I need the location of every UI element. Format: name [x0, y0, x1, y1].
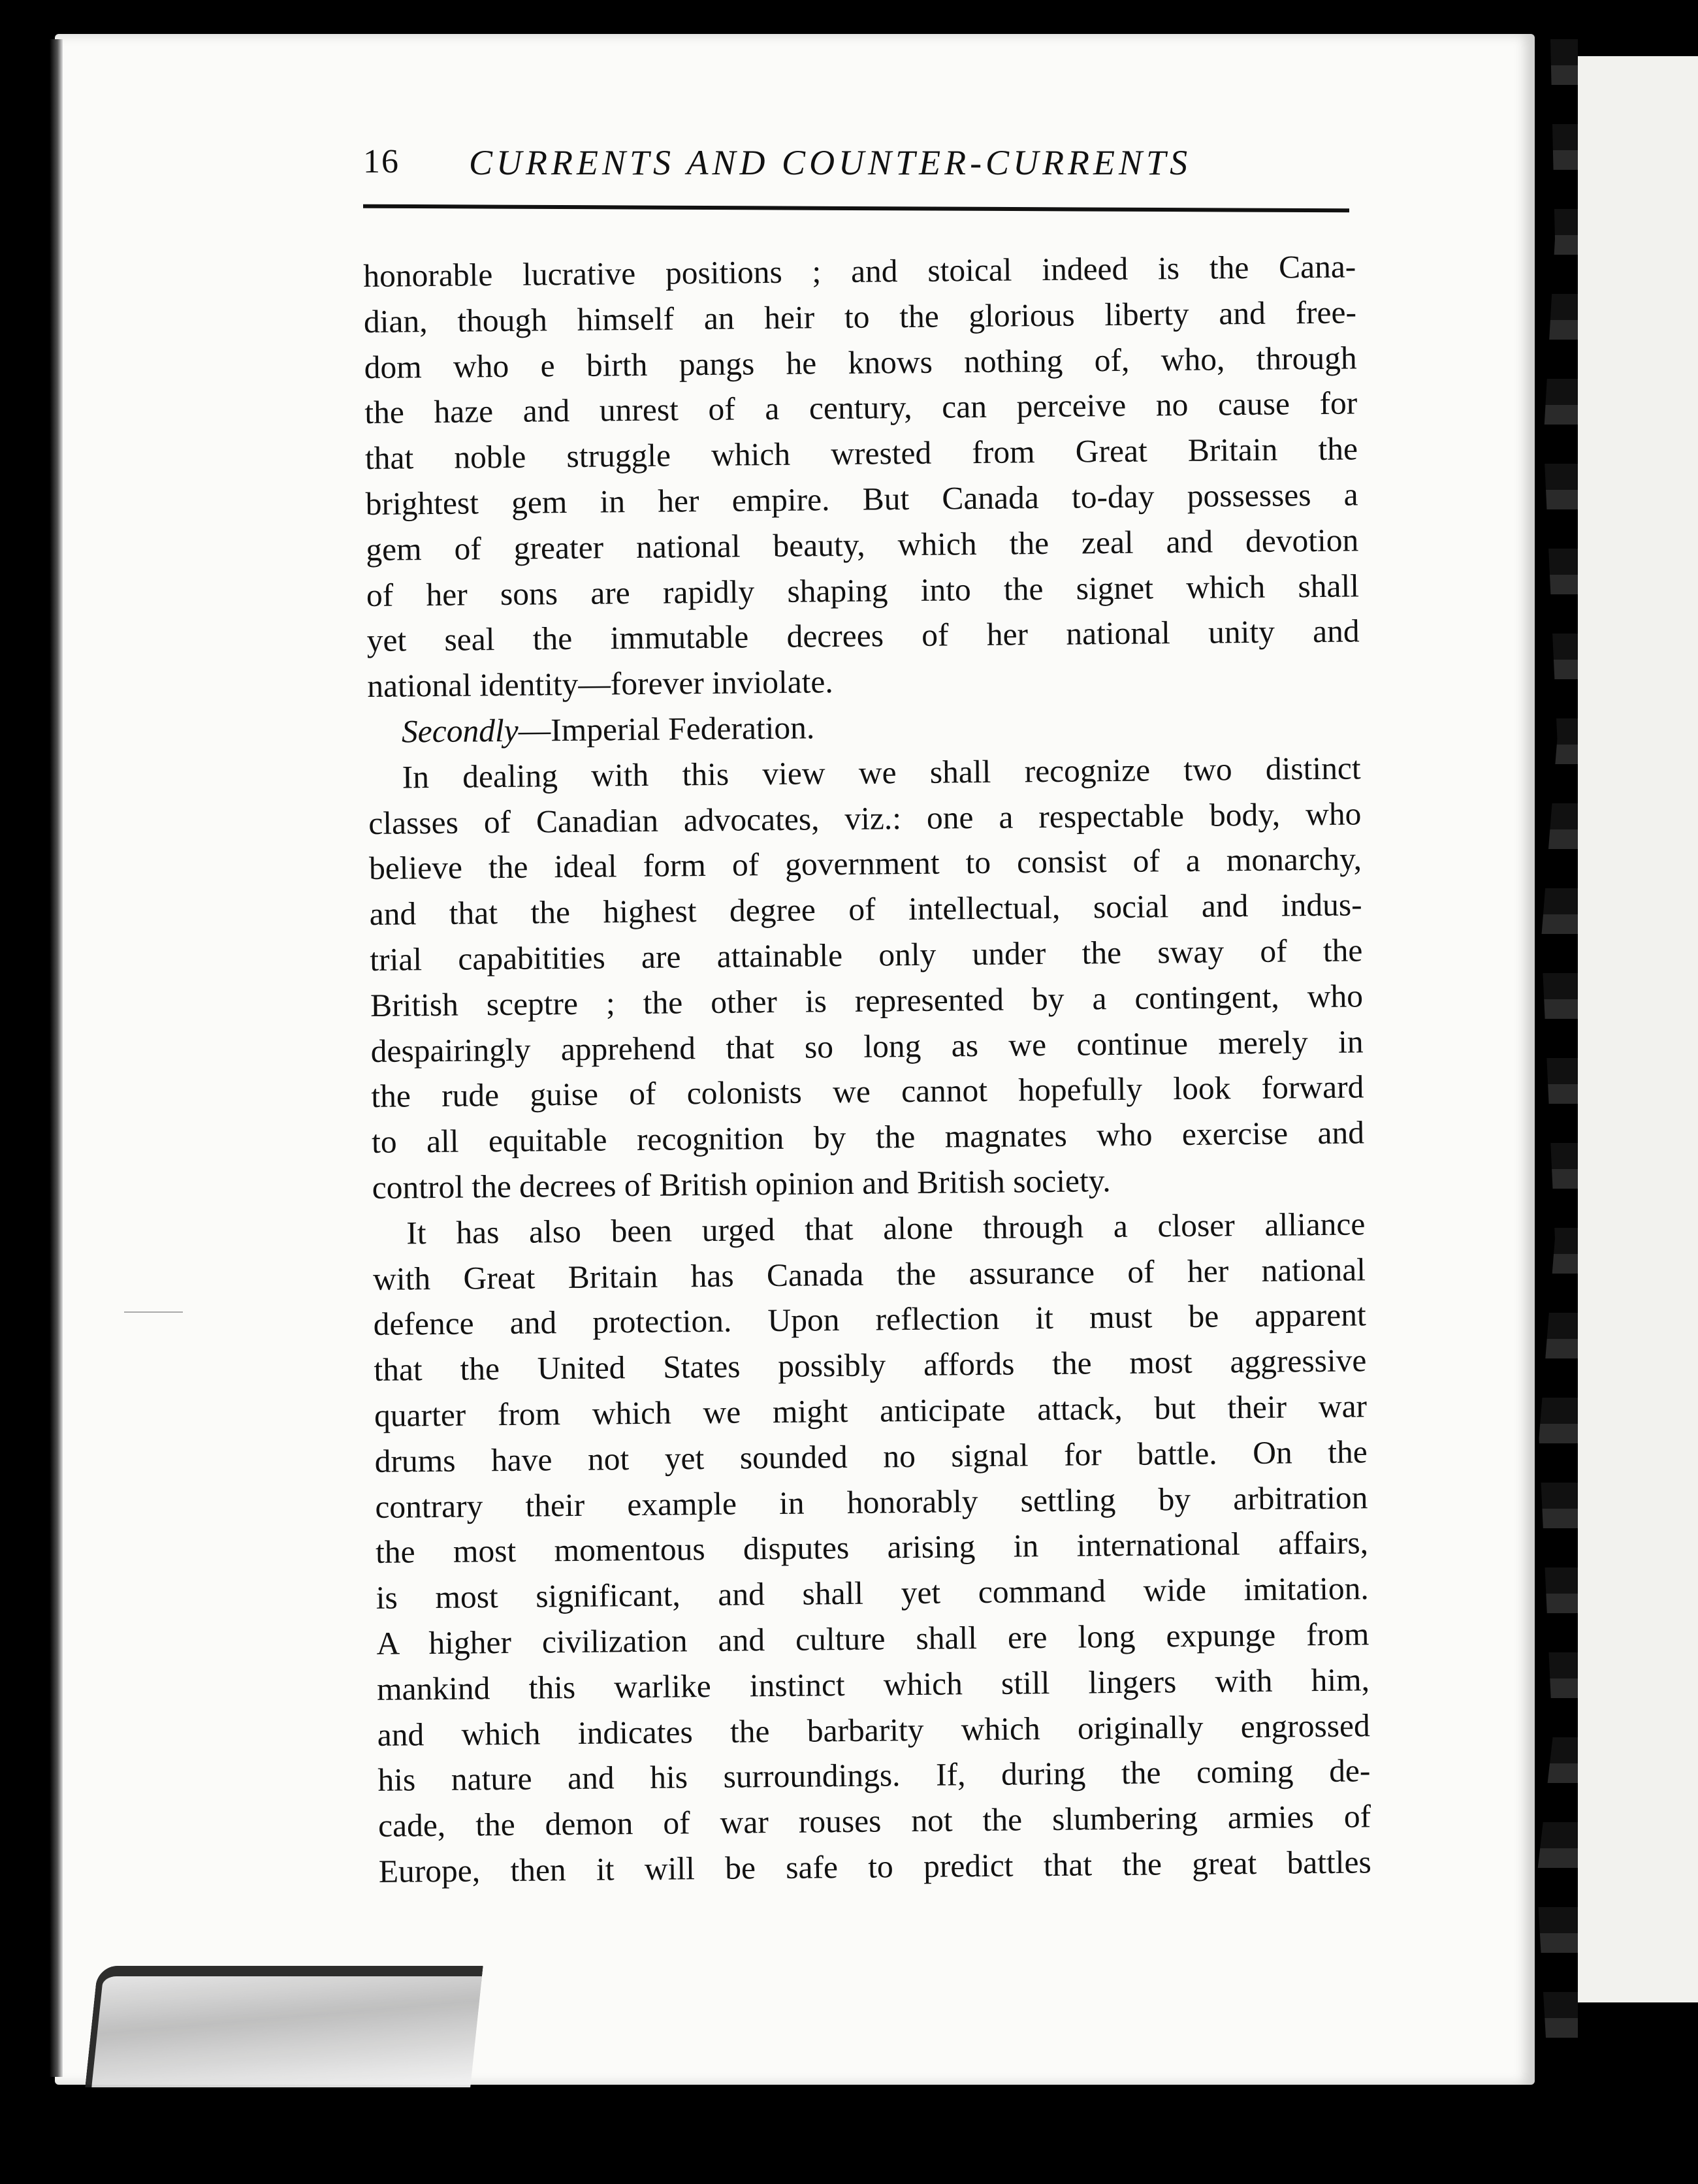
text-line: dian, though himself an heir to the glorious liberty and free-	[363, 294, 1357, 340]
text-line: In dealing with this view we shall recognize two distinct	[402, 750, 1361, 795]
text-line: despairingly apprehend that so long as we continue merely in	[370, 1023, 1364, 1069]
italic-lead: Secondly	[401, 712, 519, 750]
text-line: the rude guise of colonists we cannot hopefully look forward	[371, 1068, 1364, 1115]
text-line: contrary their example in honorably settling by arbitration	[375, 1479, 1368, 1525]
paragraph	[368, 745, 1365, 1211]
text-line: drums have not yet sounded no signal for battle. On the	[374, 1434, 1368, 1479]
text-line: that noble struggle which wrested from Great Britain the	[364, 430, 1358, 477]
text-line: honorable lucrative positions ; and stoical indeed is the Cana-	[363, 248, 1356, 294]
text-line: dom who e birth pangs he knows nothing of, who, through	[364, 339, 1357, 385]
text-line: quarter from which we might anticipate attack, but their war	[374, 1388, 1368, 1434]
facing-page-edge	[1562, 56, 1698, 2002]
text-line: A higher civilization and culture shall ere long expunge from	[376, 1616, 1370, 1662]
text-line: yet seal the immutable decrees of her national unity and	[366, 613, 1360, 659]
page-left-edge	[50, 39, 63, 2077]
running-title: CURRENTS AND COUNTER-CURRENTS	[469, 143, 1192, 182]
body-text	[363, 244, 1371, 1894]
text-line: that the United States possibly affords the most aggressive	[374, 1342, 1367, 1389]
text-line: defence and protection. Upon reflection it must be apparent	[373, 1296, 1366, 1343]
text-line: of her sons are rapidly shaping into the signet which shall	[366, 567, 1360, 613]
text-line: mankind this warlike instinct which still lingers with him,	[376, 1662, 1370, 1707]
torn-page-edge	[1532, 39, 1578, 2038]
margin-mark	[124, 1311, 183, 1313]
text-line: is most significant, and shall yet command wide imitation.	[376, 1570, 1369, 1616]
text-line: believe the ideal form of government to consist of a monarchy,	[368, 841, 1362, 887]
text-line: to all equitable recognition by the magnates who exercise and	[371, 1114, 1365, 1161]
text-line: It has also been urged that alone through a closer alliance	[406, 1206, 1366, 1251]
text-line: national identity—forever inviolate.	[367, 664, 833, 705]
text-line: cade, the demon of war rouses not the slumbering armies of	[377, 1798, 1371, 1844]
text-line: with Great Britain has Canada the assurance of her national	[372, 1251, 1366, 1297]
text-line: and that the highest degree of intellectual, social and indus-	[369, 886, 1362, 933]
scanner-glare	[85, 1966, 483, 2087]
page-header	[363, 142, 1349, 195]
heading-rest: —Imperial Federation.	[518, 709, 815, 748]
text-line: brightest gem in her empire. But Canada to-day possesses a	[365, 476, 1358, 522]
text-line: his nature and his surroundings. If, during the coming de-	[377, 1752, 1371, 1799]
text-line: control the decrees of British opinion and British society.	[372, 1163, 1111, 1206]
text-line: British sceptre ; the other is represented by a contingent, who	[370, 978, 1364, 1023]
paragraph	[372, 1201, 1371, 1894]
text-line: and which indicates the barbarity which originally engrossed	[377, 1707, 1370, 1753]
text-line: gem of greater national beauty, which the zeal and devotion	[366, 522, 1359, 568]
text-line: the most momentous disputes arising in international affairs,	[375, 1524, 1369, 1571]
paragraph	[363, 244, 1360, 709]
text-line: trial capabitities are attainable only under the sway of the	[370, 932, 1363, 978]
text-line: the haze and unrest of a century, can perceive no cause for	[364, 385, 1358, 431]
page-number: 16	[363, 143, 400, 180]
text-line: Europe, then it will be safe to predict that the great battles	[378, 1844, 1371, 1889]
text-line: classes of Canadian advocates, viz.: one a respectable body, who	[368, 795, 1362, 841]
